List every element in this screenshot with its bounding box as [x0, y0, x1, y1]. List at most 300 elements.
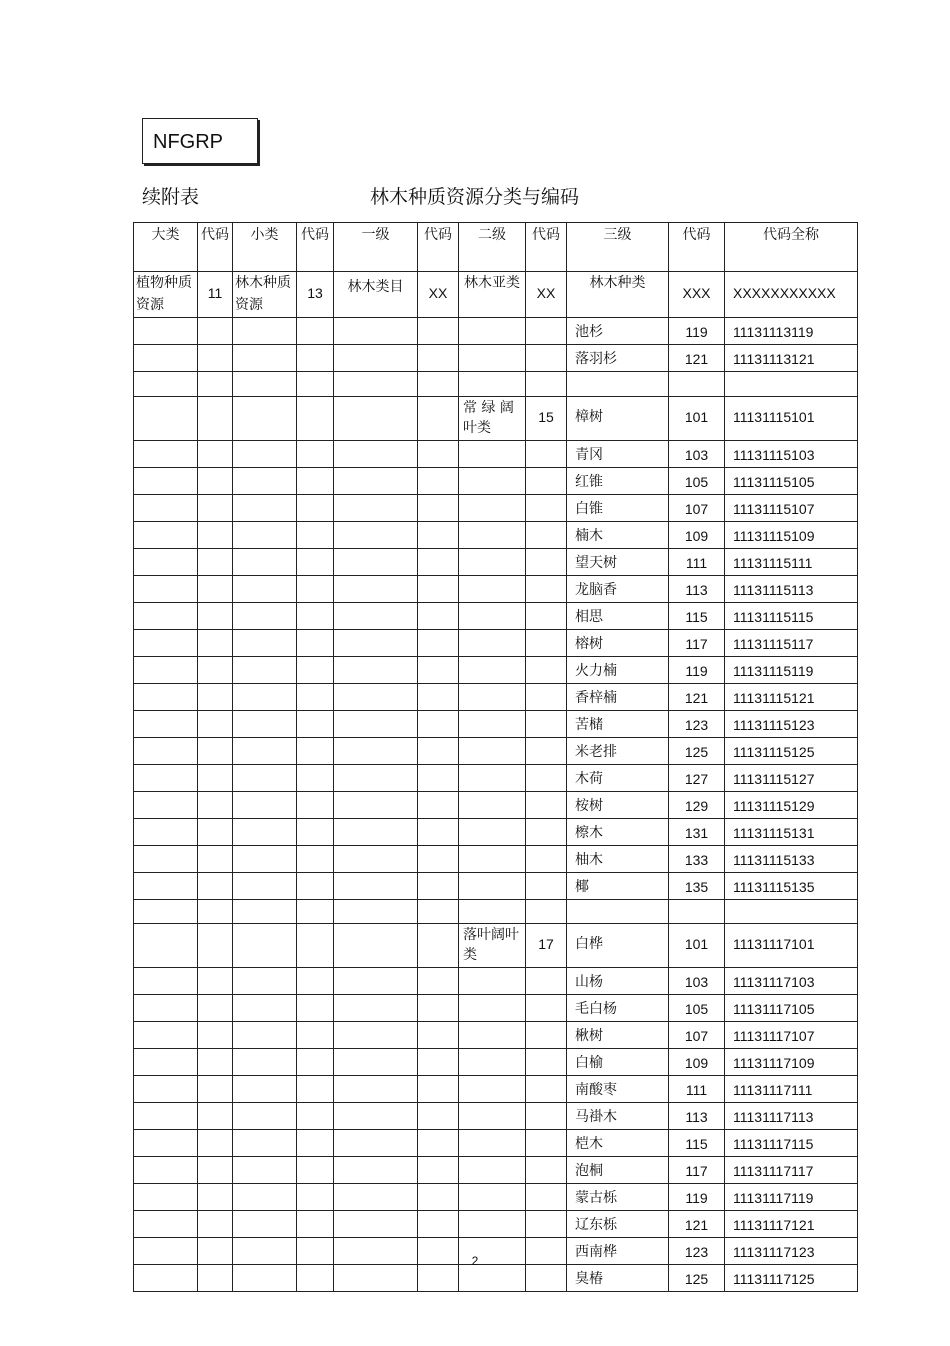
- empty-cell: [233, 968, 297, 995]
- species-code-cell: 111: [669, 548, 725, 575]
- empty-cell: [233, 629, 297, 656]
- empty-cell: [334, 521, 418, 548]
- level2-cell: [459, 872, 526, 899]
- level2-cell: [459, 710, 526, 737]
- level2-code-cell: [526, 318, 567, 345]
- empty-cell: [297, 710, 334, 737]
- empty-cell: [134, 1049, 198, 1076]
- empty-cell: [134, 521, 198, 548]
- level2-cell: [459, 467, 526, 494]
- empty-cell: [198, 1022, 233, 1049]
- level2-code-cell: [526, 683, 567, 710]
- species-name-cell: 白锥: [567, 494, 669, 521]
- empty-cell: [233, 1076, 297, 1103]
- species-code-cell: 105: [669, 467, 725, 494]
- empty-cell: [418, 1022, 459, 1049]
- level2-cell: [459, 494, 526, 521]
- species-name-cell: 白桦: [567, 924, 669, 968]
- table-row: [134, 737, 858, 764]
- empty-cell: [198, 1130, 233, 1157]
- empty-cell: [134, 1130, 198, 1157]
- empty-cell: [198, 396, 233, 440]
- empty-cell: [134, 924, 198, 968]
- minor-code-cell: 13: [297, 272, 334, 318]
- species-code-cell: 119: [669, 1184, 725, 1211]
- empty-cell: [198, 602, 233, 629]
- species-name-cell: 檫木: [567, 818, 669, 845]
- table-row: [134, 629, 858, 656]
- level2-cell: [459, 629, 526, 656]
- species-code-cell: 109: [669, 521, 725, 548]
- empty-cell: [198, 1103, 233, 1130]
- level2-cell: [459, 1076, 526, 1103]
- empty-cell: [418, 602, 459, 629]
- page-number: 2: [471, 1254, 479, 1268]
- species-code-cell: 103: [669, 968, 725, 995]
- empty-cell: [233, 318, 297, 345]
- species-full-code-cell: [725, 372, 858, 397]
- header-cell: 代码全称: [725, 223, 858, 272]
- species-full-code-cell: 11131117111: [725, 1076, 858, 1103]
- species-name-cell: [567, 372, 669, 397]
- empty-cell: [334, 494, 418, 521]
- species-name-cell: 山杨: [567, 968, 669, 995]
- empty-cell: [334, 1103, 418, 1130]
- level2-cell: [459, 845, 526, 872]
- full-code-cell: XXXXXXXXXXX: [725, 272, 858, 318]
- header-cell: 小类: [233, 223, 297, 272]
- species-name-cell: 蒙古栎: [567, 1184, 669, 1211]
- empty-cell: [198, 1157, 233, 1184]
- species-code-cell: [669, 372, 725, 397]
- empty-cell: [233, 710, 297, 737]
- level2-code-cell: [526, 1211, 567, 1238]
- table-row: [134, 1130, 858, 1157]
- level2-code-cell: [526, 467, 567, 494]
- empty-cell: [297, 494, 334, 521]
- species-name-cell: [567, 899, 669, 924]
- empty-cell: [334, 575, 418, 602]
- empty-cell: [297, 1022, 334, 1049]
- level2-code-cell: [526, 1076, 567, 1103]
- species-name-cell: 臭椿: [567, 1265, 669, 1292]
- level2-code-cell: [526, 440, 567, 467]
- empty-cell: [418, 575, 459, 602]
- species-full-code-cell: 11131117125: [725, 1265, 858, 1292]
- table-row: [134, 494, 858, 521]
- species-code-cell: 103: [669, 440, 725, 467]
- empty-cell: [418, 683, 459, 710]
- species-code-cell: 125: [669, 737, 725, 764]
- species-code-cell: 107: [669, 494, 725, 521]
- species-name-cell: 池杉: [567, 318, 669, 345]
- empty-cell: [198, 924, 233, 968]
- species-code-cell: 101: [669, 396, 725, 440]
- species-name-cell: 青冈: [567, 440, 669, 467]
- species-full-code-cell: 11131115109: [725, 521, 858, 548]
- level2-code-cell: [526, 575, 567, 602]
- species-full-code-cell: 11131117123: [725, 1238, 858, 1265]
- empty-cell: [233, 602, 297, 629]
- species-name-cell: 桉树: [567, 791, 669, 818]
- empty-cell: [198, 791, 233, 818]
- empty-cell: [334, 396, 418, 440]
- empty-cell: [334, 1265, 418, 1292]
- empty-cell: [334, 656, 418, 683]
- empty-cell: [233, 1049, 297, 1076]
- empty-cell: [233, 656, 297, 683]
- empty-cell: [198, 737, 233, 764]
- species-full-code-cell: 11131117119: [725, 1184, 858, 1211]
- empty-cell: [233, 467, 297, 494]
- header-cell: 代码: [297, 223, 334, 272]
- species-full-code-cell: [725, 899, 858, 924]
- species-code-cell: 123: [669, 710, 725, 737]
- empty-cell: [334, 1184, 418, 1211]
- table-body: [134, 223, 858, 1292]
- empty-cell: [297, 318, 334, 345]
- species-code-cell: 131: [669, 818, 725, 845]
- empty-cell: [134, 494, 198, 521]
- empty-cell: [297, 1265, 334, 1292]
- empty-cell: [418, 710, 459, 737]
- empty-cell: [334, 602, 418, 629]
- species-code-cell: 117: [669, 629, 725, 656]
- level2-cell: [459, 899, 526, 924]
- empty-cell: [418, 764, 459, 791]
- major-class-cell: 植物种质资源: [134, 272, 198, 318]
- empty-cell: [134, 1103, 198, 1130]
- empty-cell: [297, 683, 334, 710]
- empty-cell: [297, 656, 334, 683]
- empty-cell: [198, 575, 233, 602]
- empty-cell: [233, 845, 297, 872]
- species-full-code-cell: 11131117117: [725, 1157, 858, 1184]
- empty-cell: [134, 968, 198, 995]
- species-code-cell: 109: [669, 1049, 725, 1076]
- species-code-cell: 125: [669, 1265, 725, 1292]
- empty-cell: [334, 818, 418, 845]
- empty-cell: [297, 345, 334, 372]
- empty-cell: [134, 710, 198, 737]
- empty-cell: [134, 575, 198, 602]
- species-full-code-cell: 11131117109: [725, 1049, 858, 1076]
- empty-cell: [198, 548, 233, 575]
- empty-cell: [334, 1211, 418, 1238]
- empty-cell: [198, 521, 233, 548]
- empty-cell: [418, 521, 459, 548]
- empty-cell: [334, 372, 418, 397]
- empty-cell: [134, 1184, 198, 1211]
- level2-cell: [459, 372, 526, 397]
- species-full-code-cell: 11131115113: [725, 575, 858, 602]
- empty-cell: [134, 396, 198, 440]
- empty-cell: [134, 629, 198, 656]
- species-name-cell: 香梓楠: [567, 683, 669, 710]
- species-name-cell: 白榆: [567, 1049, 669, 1076]
- header-cell: 三级: [567, 223, 669, 272]
- empty-cell: [297, 396, 334, 440]
- empty-cell: [297, 1103, 334, 1130]
- empty-cell: [233, 1184, 297, 1211]
- table-row: [134, 467, 858, 494]
- table-row: [134, 968, 858, 995]
- empty-cell: [297, 764, 334, 791]
- empty-cell: [418, 1184, 459, 1211]
- level2-code-cell: 17: [526, 924, 567, 968]
- species-name-cell: 龙脑香: [567, 575, 669, 602]
- empty-cell: [297, 521, 334, 548]
- empty-cell: [418, 924, 459, 968]
- table-row: [134, 318, 858, 345]
- species-full-code-cell: 11131113121: [725, 345, 858, 372]
- empty-cell: [334, 318, 418, 345]
- empty-cell: [334, 764, 418, 791]
- empty-cell: [334, 683, 418, 710]
- empty-cell: [418, 968, 459, 995]
- document-id-box: NFGRP: [142, 118, 258, 164]
- level2-cell: [459, 548, 526, 575]
- empty-cell: [233, 791, 297, 818]
- species-name-cell: 落羽杉: [567, 345, 669, 372]
- level2-cell: [459, 1022, 526, 1049]
- species-name-cell: 毛白杨: [567, 995, 669, 1022]
- species-full-code-cell: 11131117115: [725, 1130, 858, 1157]
- empty-cell: [198, 764, 233, 791]
- continuation-label: 续附表: [142, 186, 200, 208]
- species-full-code-cell: 11131115103: [725, 440, 858, 467]
- empty-cell: [334, 1049, 418, 1076]
- empty-cell: [334, 968, 418, 995]
- empty-cell: [233, 924, 297, 968]
- empty-cell: [418, 1265, 459, 1292]
- species-name-cell: 榕树: [567, 629, 669, 656]
- empty-cell: [418, 1130, 459, 1157]
- species-full-code-cell: 11131115105: [725, 467, 858, 494]
- table-row: [134, 845, 858, 872]
- empty-cell: [233, 372, 297, 397]
- species-name-cell: 南酸枣: [567, 1076, 669, 1103]
- empty-cell: [334, 345, 418, 372]
- species-code-cell: 117: [669, 1157, 725, 1184]
- level2-code-cell: [526, 995, 567, 1022]
- empty-cell: [198, 494, 233, 521]
- minor-class-cell: 林木种质资源: [233, 272, 297, 318]
- level2-code-cell: [526, 1265, 567, 1292]
- level2-code-cell: [526, 1049, 567, 1076]
- level2-cell: [459, 345, 526, 372]
- empty-cell: [297, 845, 334, 872]
- empty-cell: [198, 656, 233, 683]
- species-full-code-cell: 11131117113: [725, 1103, 858, 1130]
- empty-cell: [134, 818, 198, 845]
- empty-cell: [334, 995, 418, 1022]
- empty-cell: [334, 872, 418, 899]
- table-row: [134, 1157, 858, 1184]
- species-code-cell: 119: [669, 318, 725, 345]
- header-cell: 代码: [198, 223, 233, 272]
- level1-code-cell: XX: [418, 272, 459, 318]
- empty-cell: [297, 548, 334, 575]
- level2-code-cell: [526, 899, 567, 924]
- table-row: [134, 575, 858, 602]
- empty-cell: [297, 737, 334, 764]
- empty-cell: [134, 737, 198, 764]
- empty-cell: [198, 968, 233, 995]
- level2-code-cell: [526, 818, 567, 845]
- species-full-code-cell: 11131115119: [725, 656, 858, 683]
- table-row: [134, 924, 858, 968]
- level2-cell: [459, 575, 526, 602]
- empty-cell: [297, 1157, 334, 1184]
- empty-cell: [233, 1211, 297, 1238]
- empty-cell: [233, 575, 297, 602]
- empty-cell: [334, 1157, 418, 1184]
- empty-cell: [334, 710, 418, 737]
- level2-cell: [459, 1211, 526, 1238]
- table-row: [134, 1049, 858, 1076]
- species-code-cell: 101: [669, 924, 725, 968]
- species-name-cell: 楠木: [567, 521, 669, 548]
- empty-cell: [334, 899, 418, 924]
- species-code-cell: 135: [669, 872, 725, 899]
- species-full-code-cell: 11131115117: [725, 629, 858, 656]
- level2-code-cell: [526, 372, 567, 397]
- species-full-code-cell: 11131115133: [725, 845, 858, 872]
- empty-cell: [233, 1265, 297, 1292]
- table-row: [134, 710, 858, 737]
- table-row: [134, 1211, 858, 1238]
- level2-code-cell: [526, 845, 567, 872]
- species-name-cell: 木荷: [567, 764, 669, 791]
- empty-cell: [418, 818, 459, 845]
- empty-cell: [198, 440, 233, 467]
- empty-cell: [134, 372, 198, 397]
- species-code-cell: 115: [669, 602, 725, 629]
- empty-cell: [134, 548, 198, 575]
- header-cell: 一级: [334, 223, 418, 272]
- empty-cell: [297, 1184, 334, 1211]
- empty-cell: [418, 1103, 459, 1130]
- level2-code-cell: [526, 764, 567, 791]
- empty-cell: [334, 467, 418, 494]
- empty-cell: [134, 1022, 198, 1049]
- empty-cell: [418, 1211, 459, 1238]
- species-full-code-cell: 11131113119: [725, 318, 858, 345]
- empty-cell: [134, 440, 198, 467]
- empty-cell: [134, 345, 198, 372]
- level2-code-cell: [526, 656, 567, 683]
- empty-cell: [418, 494, 459, 521]
- empty-cell: [297, 467, 334, 494]
- species-full-code-cell: 11131115123: [725, 710, 858, 737]
- level2-code-cell: [526, 1157, 567, 1184]
- empty-cell: [418, 467, 459, 494]
- empty-cell: [233, 1103, 297, 1130]
- empty-cell: [198, 629, 233, 656]
- empty-cell: [134, 318, 198, 345]
- level2-code-cell: [526, 521, 567, 548]
- empty-cell: [198, 899, 233, 924]
- empty-cell: [418, 1076, 459, 1103]
- species-code-cell: [669, 899, 725, 924]
- header-cell: 大类: [134, 223, 198, 272]
- species-name-cell: 米老排: [567, 737, 669, 764]
- empty-cell: [334, 548, 418, 575]
- level2-cell: [459, 764, 526, 791]
- level2-code-cell: [526, 872, 567, 899]
- level2-code-cell: [526, 1130, 567, 1157]
- species-full-code-cell: 11131115121: [725, 683, 858, 710]
- species-name-cell: 望天树: [567, 548, 669, 575]
- empty-cell: [297, 602, 334, 629]
- level2-cell: [459, 1184, 526, 1211]
- empty-cell: [418, 372, 459, 397]
- empty-cell: [198, 872, 233, 899]
- species-name-cell: 辽东栎: [567, 1211, 669, 1238]
- species-code-cell: 113: [669, 1103, 725, 1130]
- empty-cell: [134, 791, 198, 818]
- level3-cell: 林木种类: [567, 272, 669, 318]
- empty-cell: [334, 1130, 418, 1157]
- species-full-code-cell: 11131117103: [725, 968, 858, 995]
- empty-cell: [233, 396, 297, 440]
- empty-cell: [134, 683, 198, 710]
- table-row: [134, 1265, 858, 1292]
- empty-cell: [297, 372, 334, 397]
- empty-cell: [418, 1049, 459, 1076]
- species-name-cell: 桤木: [567, 1130, 669, 1157]
- table-row: [134, 818, 858, 845]
- table-row: [134, 1103, 858, 1130]
- empty-cell: [297, 1076, 334, 1103]
- level2-code-cell: [526, 791, 567, 818]
- empty-cell: [134, 872, 198, 899]
- empty-cell: [134, 764, 198, 791]
- header-cell: 代码: [418, 223, 459, 272]
- empty-cell: [233, 548, 297, 575]
- level2-cell: 常 绿 阔 叶类: [459, 396, 526, 440]
- empty-cell: [233, 345, 297, 372]
- empty-cell: [334, 737, 418, 764]
- major-code-cell: 11: [198, 272, 233, 318]
- level2-code-cell: [526, 602, 567, 629]
- table-row: [134, 440, 858, 467]
- header-cell: 二级: [459, 223, 526, 272]
- empty-cell: [418, 1157, 459, 1184]
- level2-cell: [459, 656, 526, 683]
- table-row: [134, 995, 858, 1022]
- species-code-cell: 127: [669, 764, 725, 791]
- empty-cell: [134, 1157, 198, 1184]
- empty-cell: [134, 1265, 198, 1292]
- empty-cell: [198, 845, 233, 872]
- species-full-code-cell: 11131115107: [725, 494, 858, 521]
- empty-cell: [233, 440, 297, 467]
- table-row: [134, 372, 858, 397]
- empty-cell: [198, 710, 233, 737]
- table-row: [134, 396, 858, 440]
- empty-cell: [233, 683, 297, 710]
- level2-code-cell: [526, 737, 567, 764]
- table-row: [134, 683, 858, 710]
- table-row: [134, 1076, 858, 1103]
- level2-cell: [459, 968, 526, 995]
- classification-table: [133, 222, 858, 1292]
- species-code-cell: 107: [669, 1022, 725, 1049]
- species-name-cell: 火力楠: [567, 656, 669, 683]
- empty-cell: [418, 345, 459, 372]
